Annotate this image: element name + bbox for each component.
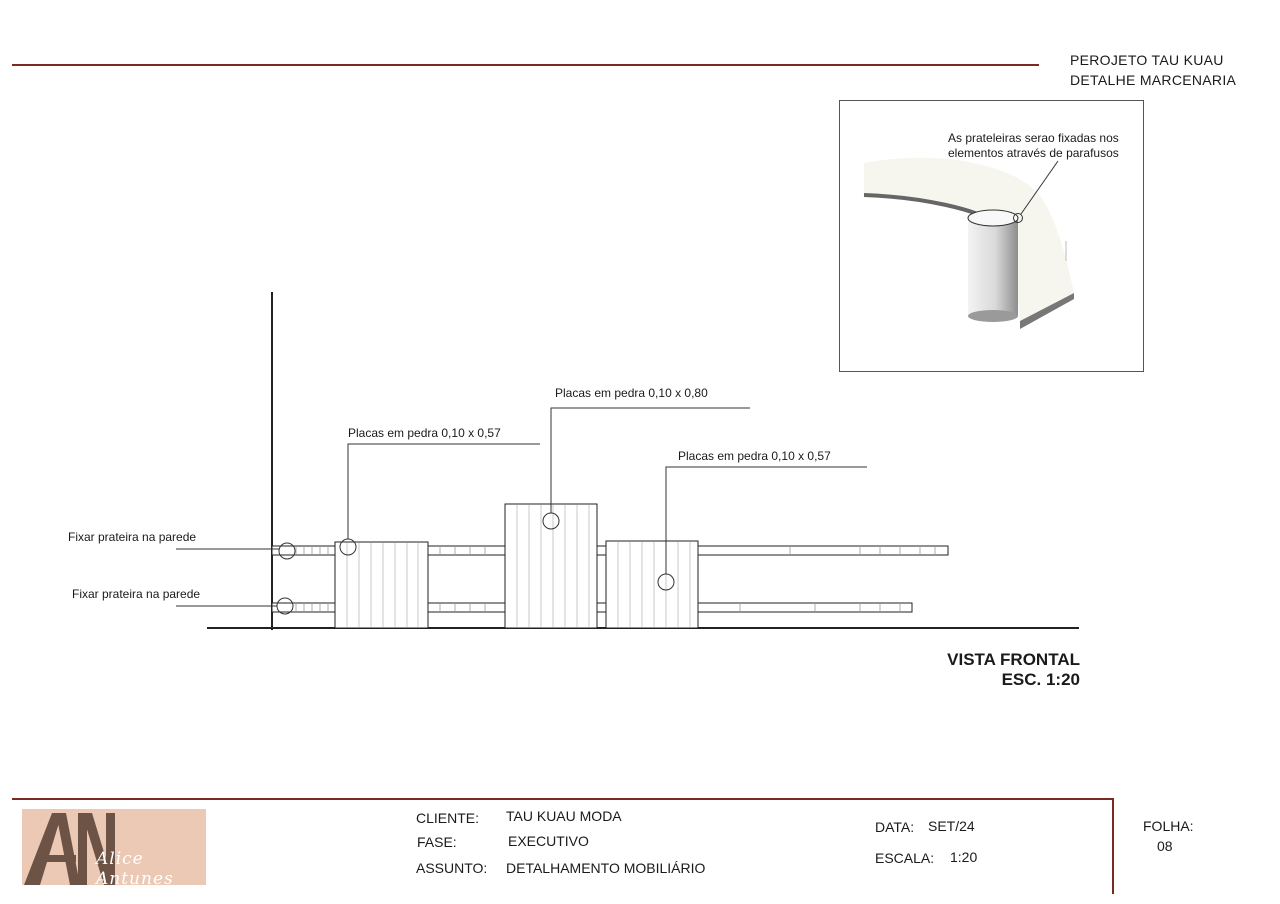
label-plate-right: Placas em pedra 0,10 x 0,57 [678,449,831,463]
footer-divider [1112,798,1114,894]
label-plate-left: Placas em pedra 0,10 x 0,57 [348,426,501,440]
phase-label: FASE: [417,834,457,850]
client-label: CLIENTE: [416,810,480,826]
label-wall-fix-bottom: Fixar prateira na parede [72,587,201,601]
stone-plate-center [505,504,597,628]
stone-plate-right [606,541,698,628]
logo-signature: Alice Antunes [96,849,174,885]
detail-note-line-1: As prateleiras serao fixadas nos [948,131,1119,145]
footer-rule [12,798,1114,800]
sheet-subject: DETALHE MARCENARIA [1070,72,1237,88]
client-value: TAU KUAU MODA [506,808,622,824]
view-title: VISTA FRONTAL [947,650,1080,669]
view-scale: ESC. 1:20 [1001,670,1080,689]
label-wall-fix-top: Fixar prateira na parede [68,530,197,544]
detail-note-line-2: elementos através de parafusos [948,146,1119,160]
date-label: DATA: [875,819,915,835]
sheet-number: 08 [1157,838,1173,854]
project-title: PEROJETO TAU KUAU [1070,52,1224,68]
sheet-label: FOLHA: [1143,818,1194,834]
label-plate-center: Placas em pedra 0,10 x 0,80 [555,386,708,400]
view-title-block [947,650,1080,690]
date-value: SET/24 [928,818,975,834]
studio-logo [22,809,206,885]
subject-value: DETALHAMENTO MOBILIÁRIO [506,860,706,876]
subject-label: ASSUNTO: [416,860,488,876]
scale-label: ESCALA: [875,850,935,866]
phase-value: EXECUTIVO [508,833,589,849]
scale-value: 1:20 [950,849,978,865]
